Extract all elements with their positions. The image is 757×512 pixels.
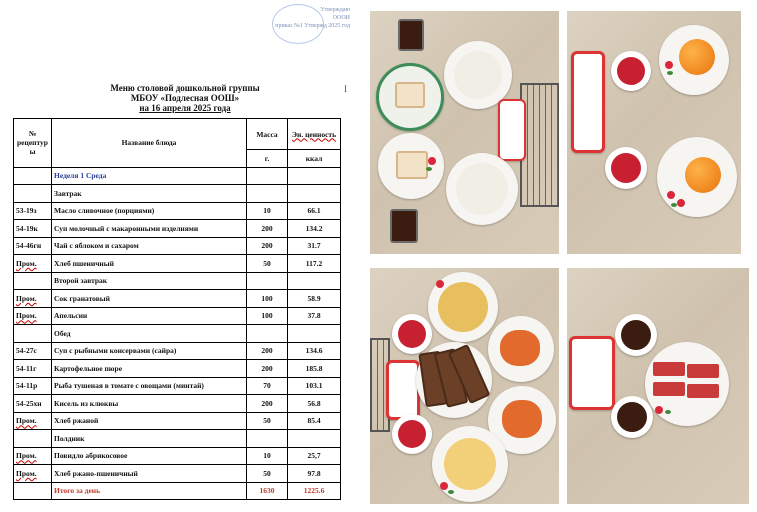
table-row <box>14 325 341 343</box>
kissel-cup-2 <box>392 414 432 454</box>
table-row <box>14 167 341 185</box>
dish-mass: 50 <box>247 412 288 430</box>
dish-name: Чай с яблоком и сахаром <box>52 237 247 255</box>
title-date: на 16 апреля 2025 года <box>139 103 231 113</box>
lunch-photo <box>370 268 559 504</box>
recipe-code: Пром. <box>14 307 52 325</box>
table-row <box>14 255 341 273</box>
dish-kcal: 117.2 <box>288 255 341 273</box>
recipe-code: 54-19к <box>14 220 52 238</box>
header-mass: Масса <box>247 119 288 150</box>
dish-name: Кисель из клюквы <box>52 395 247 413</box>
dish-name: Хлеб пшеничный <box>52 255 247 273</box>
dish-name: Хлеб ржано-пшеничный <box>52 465 247 483</box>
dish-name: Второй завтрак <box>52 272 247 290</box>
bread-plate <box>378 133 444 199</box>
juice-cup <box>611 51 651 91</box>
dish-mass <box>247 167 288 185</box>
juice-cup-2 <box>605 147 647 189</box>
dish-name: Повидло абрикосовое <box>52 447 247 465</box>
header-mass-unit: г. <box>247 150 288 168</box>
dish-mass: 70 <box>247 377 288 395</box>
recipe-code: Пром. <box>14 290 52 308</box>
recipe-code <box>14 482 52 500</box>
dish-name: Рыба тушеная в томате с овощами (минтай) <box>52 377 247 395</box>
recipe-code: 54-46гн <box>14 237 52 255</box>
dish-name: Полдник <box>52 430 247 448</box>
recipe-code: 54-11р <box>14 377 52 395</box>
recipe-code: Пром. <box>14 447 52 465</box>
dish-mass <box>247 185 288 203</box>
table-row <box>14 237 341 255</box>
table-row <box>14 447 341 465</box>
tea-glass-2 <box>390 209 418 243</box>
dish-mass: 50 <box>247 465 288 483</box>
bread-jam-plate <box>645 342 729 426</box>
orange <box>685 157 721 193</box>
header-energy-unit: ккал <box>288 150 341 168</box>
table-row <box>14 395 341 413</box>
dish-kcal: 25,7 <box>288 447 341 465</box>
text-cursor-mark: I <box>344 84 347 94</box>
dish-mass: 200 <box>247 220 288 238</box>
title-line-1: Меню столовой дошкольной группы <box>110 83 260 93</box>
fish-soup-plate <box>428 272 498 342</box>
dish-mass: 200 <box>247 360 288 378</box>
recipe-code <box>14 167 52 185</box>
dish-name: Суп с рыбными консервами (сайра) <box>52 342 247 360</box>
dish-mass: 1630 <box>247 482 288 500</box>
recipe-code <box>14 272 52 290</box>
recipe-code: 54-27с <box>14 342 52 360</box>
dish-name: Сок гранатовый <box>52 290 247 308</box>
table-row <box>14 220 341 238</box>
dish-kcal <box>288 325 341 343</box>
orange <box>679 39 715 75</box>
dish-kcal: 134.2 <box>288 220 341 238</box>
dish-kcal: 185.8 <box>288 360 341 378</box>
dish-name: Неделя 1 Среда <box>52 167 247 185</box>
table-row <box>14 430 341 448</box>
dish-name: Итого за день <box>52 482 247 500</box>
rye-bread-plate <box>416 342 492 418</box>
dish-mass <box>247 430 288 448</box>
dish-mass: 10 <box>247 202 288 220</box>
recipe-code: 54-11г <box>14 360 52 378</box>
napkin-holder <box>569 336 615 410</box>
mashed-potato-plate <box>432 426 508 502</box>
breakfast-photo <box>370 11 559 254</box>
title-line-2: МБОУ «Подлесная ООШ» <box>130 93 240 103</box>
recipe-code: Пром. <box>14 465 52 483</box>
dish-mass: 100 <box>247 307 288 325</box>
recipe-code: Пром. <box>14 412 52 430</box>
table-row <box>14 185 341 203</box>
butter-bread-plate <box>376 63 444 131</box>
dish-name: Суп молочный с макаронными изделиями <box>52 220 247 238</box>
dish-name: Картофельное пюре <box>52 360 247 378</box>
table-row <box>14 342 341 360</box>
fish-tomato-plate <box>488 316 554 382</box>
orange-plate <box>659 25 729 95</box>
dish-kcal: 85.4 <box>288 412 341 430</box>
soup-bowl <box>446 153 518 225</box>
dish-kcal: 37.8 <box>288 307 341 325</box>
table-row <box>14 482 341 500</box>
tea-cup <box>615 314 657 356</box>
recipe-code <box>14 430 52 448</box>
napkin-holder <box>571 51 605 153</box>
header-energy-label: Эн. ценность <box>291 129 337 139</box>
dish-kcal: 1225.6 <box>288 482 341 500</box>
table-row <box>14 202 341 220</box>
table-row <box>14 290 341 308</box>
table-row <box>14 360 341 378</box>
recipe-code: 54-25хн <box>14 395 52 413</box>
menu-table <box>13 118 341 500</box>
dish-kcal: 31.7 <box>288 237 341 255</box>
dish-name: Апельсин <box>52 307 247 325</box>
recipe-code <box>14 325 52 343</box>
table-row <box>14 307 341 325</box>
table-row <box>14 465 341 483</box>
napkin-holder <box>386 360 420 420</box>
dish-kcal: 58.9 <box>288 290 341 308</box>
snack-photo <box>567 268 749 504</box>
dish-mass <box>247 272 288 290</box>
recipe-code: Пром. <box>14 255 52 273</box>
table-row <box>14 272 341 290</box>
napkin-holder <box>498 99 526 161</box>
dish-kcal: 56.8 <box>288 395 341 413</box>
table-row <box>14 412 341 430</box>
dish-name: Хлеб ржаной <box>52 412 247 430</box>
dish-kcal <box>288 185 341 203</box>
dish-kcal <box>288 167 341 185</box>
dish-kcal: 134.6 <box>288 342 341 360</box>
dish-kcal <box>288 430 341 448</box>
header-dish-name: Название блюда <box>52 119 247 168</box>
table-header-row <box>14 119 341 150</box>
dish-mass: 200 <box>247 395 288 413</box>
table-row <box>14 377 341 395</box>
tea-glass <box>398 19 424 51</box>
recipe-code: 53-19з <box>14 202 52 220</box>
second-breakfast-photo <box>567 11 741 254</box>
dish-name: Обед <box>52 325 247 343</box>
orange-plate-2 <box>657 137 737 217</box>
kissel-cup <box>392 314 432 354</box>
tea-cup-2 <box>611 396 653 438</box>
menu-document <box>0 0 355 512</box>
stamp-text: Утверждаю ОООИ приказ №1 Утвержд 2025 год <box>275 7 350 29</box>
header-energy <box>288 119 341 150</box>
menu-title <box>90 83 280 113</box>
dish-kcal: 103.1 <box>288 377 341 395</box>
dish-mass: 50 <box>247 255 288 273</box>
dish-name: Масло сливочное (порциями) <box>52 202 247 220</box>
dish-mass <box>247 325 288 343</box>
dish-mass: 200 <box>247 237 288 255</box>
recipe-code <box>14 185 52 203</box>
dish-kcal <box>288 272 341 290</box>
dish-name: Завтрак <box>52 185 247 203</box>
header-recipe-number: № рецептур ы <box>14 119 52 168</box>
dish-kcal: 66.1 <box>288 202 341 220</box>
dish-mass: 100 <box>247 290 288 308</box>
dish-mass: 200 <box>247 342 288 360</box>
dish-kcal: 97.8 <box>288 465 341 483</box>
dish-mass: 10 <box>247 447 288 465</box>
